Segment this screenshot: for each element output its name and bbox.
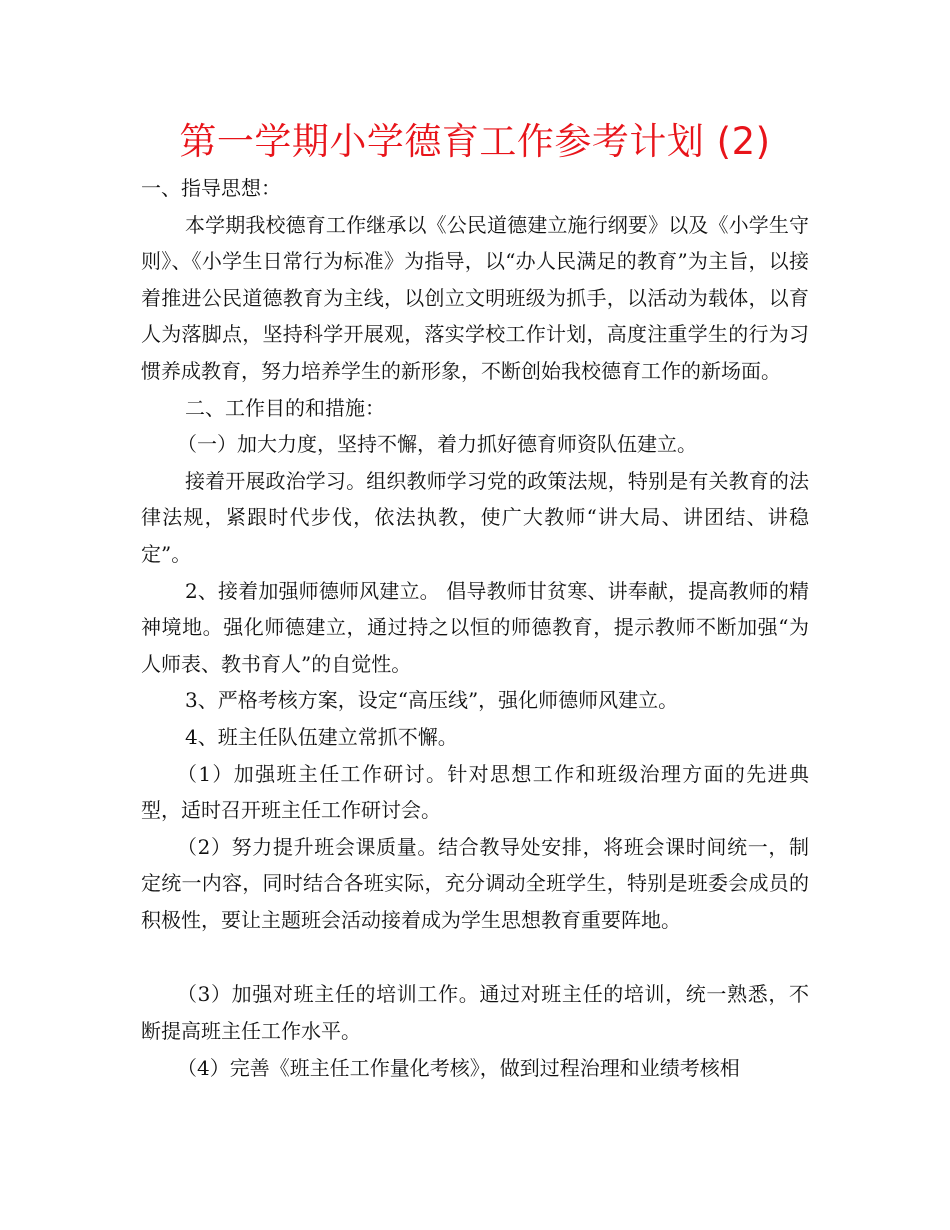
subsection-heading-1: （一）加大力度，坚持不懈，着力抓好德育师资队伍建立。 — [177, 432, 697, 457]
section-heading-goals-measures: 二、工作目的和措施： — [185, 395, 385, 420]
section-heading-guiding-ideology: 一、指导思想： — [141, 176, 281, 200]
paragraph-gap — [141, 938, 809, 976]
paragraph-political-study: 接着开展政治学习。组织教师学习党的政策法规，特别是有关教育的法律法规，紧跟时代步伐，依法执教，使广大教师“讲大局、讲团结、讲稳定”。 — [141, 468, 809, 566]
paragraph-assessment: 3、严格考核方案，设定“高压线”，强化师德师风建立。 — [185, 688, 679, 713]
paragraph-item-1: （1）加强班主任工作研讨。针对思想工作和班级治理方面的先进典型，适时召开班主任工作研讨会。 — [141, 761, 809, 823]
paragraph-item-4: （4）完善《班主任工作量化考核》，做到过程治理和业绩考核相 — [177, 1055, 740, 1080]
paragraph-teacher-ethics: 2、接着加强师德师风建立。 倡导教师甘贫寒、讲奉献，提高教师的精神境地。强化师德建立，通过持之以恒的师德教育，提示教师不断加强“为人师表、教书育人”的自觉性。 — [141, 578, 809, 676]
document-title: 第一学期小学德育工作参考计划 (2) — [179, 120, 771, 163]
paragraph-item-3: （3）加强对班主任的培训工作。通过对班主任的培训，统一熟悉，不断提高班主任工作水平。 — [141, 982, 809, 1044]
paragraph-item-2: （2）努力提升班会课质量。结合教导处安排，将班会课时间统一，制定统一内容，同时结合各班实际，充分调动全班学生，特别是班委会成员的积极性，要让主题班会活动接着成为学生思想教育重要阵地。 — [141, 834, 809, 932]
paragraph-guiding-ideology: 本学期我校德育工作继承以《公民道德建立施行纲要》以及《小学生守则》、《小学生日常行为标准》为指导，以“办人民满足的教育”为主旨，以接着推进公民道德教育为主线，以创立文明班级为抓手，以活动为载体，以育人为落脚点，坚持科学开展观，落实学校工作计划，高度注重学生的行为习惯养成教育，努力培养学生的新形象，不断创始我校德育工作的新场面。 — [141, 212, 809, 383]
paragraph-head-teacher-team: 4、班主任队伍建立常抓不懈。 — [185, 724, 458, 749]
document-body — [141, 170, 809, 1086]
